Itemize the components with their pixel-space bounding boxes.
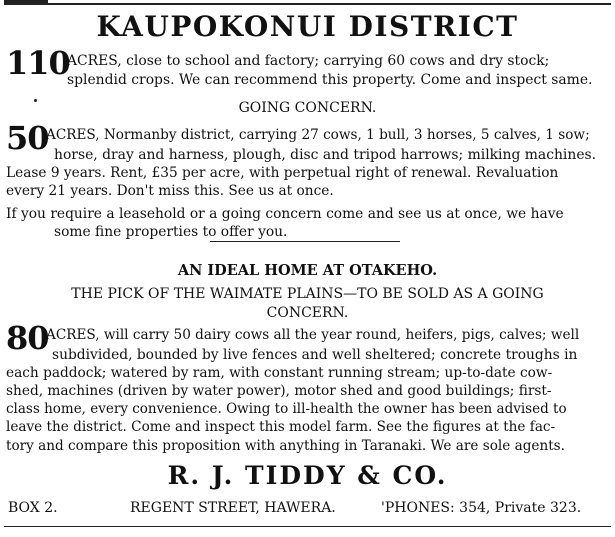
footer-phones: 'PHONES: 354, Private 323.	[381, 500, 582, 516]
listing-80-number: 80	[6, 319, 49, 357]
listing-50-number: 50	[6, 119, 49, 157]
going-concern-label: GOING CONCERN.	[238, 100, 377, 116]
listing-80-line-4: shed, machines (driven by water power), motor shed and good buildings; first-	[6, 383, 552, 399]
listing-110-line-1: ACRES, close to school and factory; carrying 60 cows and dry stock;	[67, 53, 550, 69]
firm-name: R. J. TIDDY & CO.	[167, 461, 448, 490]
home-heading: AN IDEAL HOME AT OTAKEHO.	[177, 262, 438, 279]
note-line-2: some fine properties to offer you.	[54, 224, 288, 240]
listing-80-line-3: each paddock; watered by ram, with constant running stream; up-to-date cow-	[6, 365, 553, 381]
district-title: KAUPOKONUI DISTRICT	[96, 10, 519, 43]
listing-50-line-4: every 21 years. Don't miss this. See us at once.	[6, 183, 334, 199]
listing-110-line-2: splendid crops. We can recommend this property. Come and inspect same.	[67, 72, 593, 88]
section-divider	[210, 241, 400, 242]
footer-box: BOX 2.	[8, 500, 58, 516]
bottom-rule	[4, 526, 611, 527]
home-subheading-line-2: CONCERN.	[266, 305, 349, 321]
listing-80-line-1: ACRES, will carry 50 dairy cows all the year round, heifers, pigs, calves; well	[46, 327, 580, 343]
listing-80-line-6: leave the district. Come and inspect this model farm. See the figures at the fac-	[6, 419, 556, 435]
footer-address: REGENT STREET, HAWERA.	[130, 500, 336, 516]
listing-110-number: 110	[6, 44, 70, 82]
listing-80-line-5: class home, every convenience. Owing to ill-health the owner has been advised to	[6, 401, 567, 417]
top-rule	[4, 3, 611, 5]
listing-50-line-3: Lease 9 years. Rent, £35 per acre, with perpetual right of renewal. Revaluation	[6, 165, 559, 181]
listing-50-line-1: ACRES, Normanby district, carrying 27 cows, 1 bull, 3 horses, 5 calves, 1 sow;	[46, 127, 590, 143]
note-line-1: If you require a leasehold or a going concern come and see us at once, we have	[6, 206, 564, 222]
listing-80-line-7: tory and compare this proposition with anything in Taranaki. We are sole agents.	[6, 438, 565, 454]
home-subheading-line-1: THE PICK OF THE WAIMATE PLAINS—TO BE SOLD AS A GOING	[71, 286, 544, 302]
listing-50-line-2: horse, dray and harness, plough, disc and tripod harrows; milking machines.	[54, 147, 597, 163]
listing-80-line-2: subdivided, bounded by live fences and well sheltered; concrete troughs in	[52, 347, 578, 363]
